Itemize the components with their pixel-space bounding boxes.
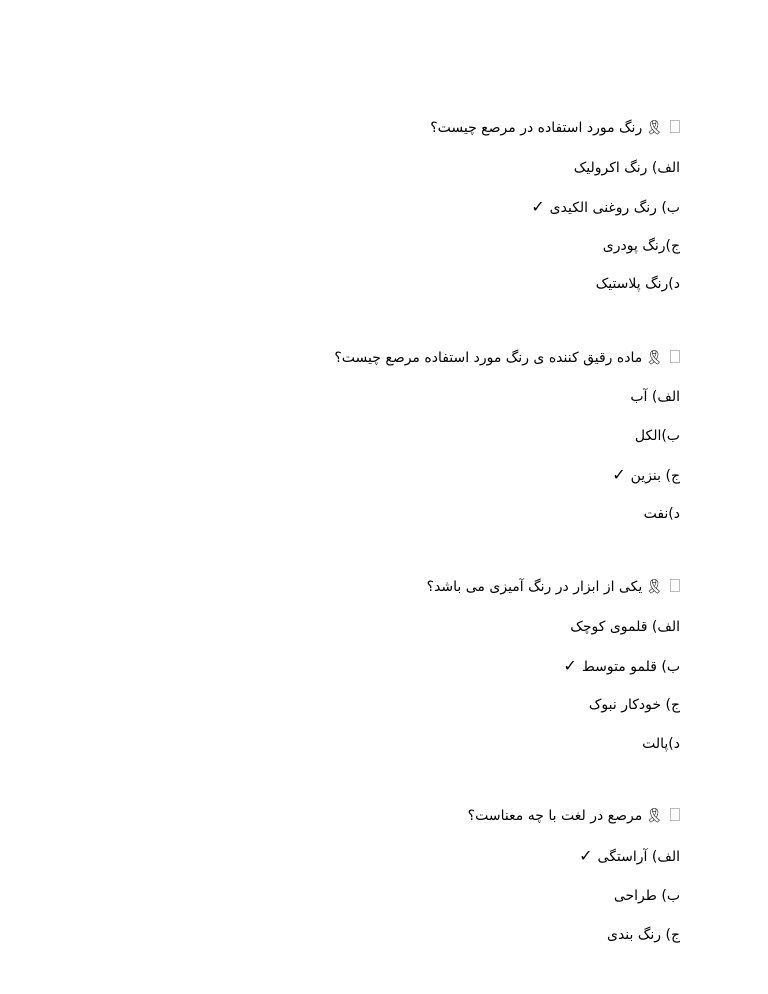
question-2 [334,348,680,368]
q1-option-a: الف) رنگ اکرولیک [573,160,680,176]
ribbon-icon: 🎗 [645,120,663,136]
q4-option-a: الف) آراستگی✓ [579,846,680,865]
question-4 [468,806,680,826]
check-mark-icon: ✓ [531,197,545,216]
question-1-text: رنگ مورد استفاده در مرصع چیست؟ [430,120,643,136]
empty-box-icon [670,120,680,133]
q2-option-d: د)نفت [643,506,680,522]
ribbon-icon: 🎗 [645,350,663,366]
q3-option-d: د)پالت [642,736,680,752]
empty-box-icon [670,579,680,592]
question-1 [430,118,680,138]
q2-option-c: ج) بنزین✓ [612,465,680,484]
check-mark-icon: ✓ [579,846,593,865]
q3-option-c: ج) خودکار نبوک [588,697,680,713]
check-mark-icon: ✓ [563,656,577,675]
q1-option-b: ب) رنگ روغنی الکیدی✓ [531,197,680,216]
question-3 [427,577,680,597]
q1-option-d: د)رنگ پلاستیک [595,276,680,292]
question-4-text: مرصع در لغت با چه معناست؟ [467,808,643,824]
question-3-text: یکی از ابزار در رنگ آمیزی می باشد؟ [426,579,643,595]
check-mark-icon: ✓ [612,465,626,484]
q2-option-b: ب)الکل [634,428,680,444]
ribbon-icon: 🎗 [645,579,663,595]
q2-option-a: الف) آب [630,389,680,405]
q4-option-c: ج) رنگ بندی [606,927,680,943]
q3-option-b: ب) قلمو متوسط✓ [563,656,680,675]
q1-option-c: ج)رنگ پودری [602,238,680,254]
empty-box-icon [670,350,680,363]
q3-option-a: الف) قلموی کوچک [570,619,680,635]
question-2-text: ماده رقیق کننده ی رنگ مورد استفاده مرصع چیست؟ [334,350,643,366]
q4-option-b: ب) طراحی [613,888,680,904]
empty-box-icon [670,808,680,821]
ribbon-icon: 🎗 [645,808,663,824]
